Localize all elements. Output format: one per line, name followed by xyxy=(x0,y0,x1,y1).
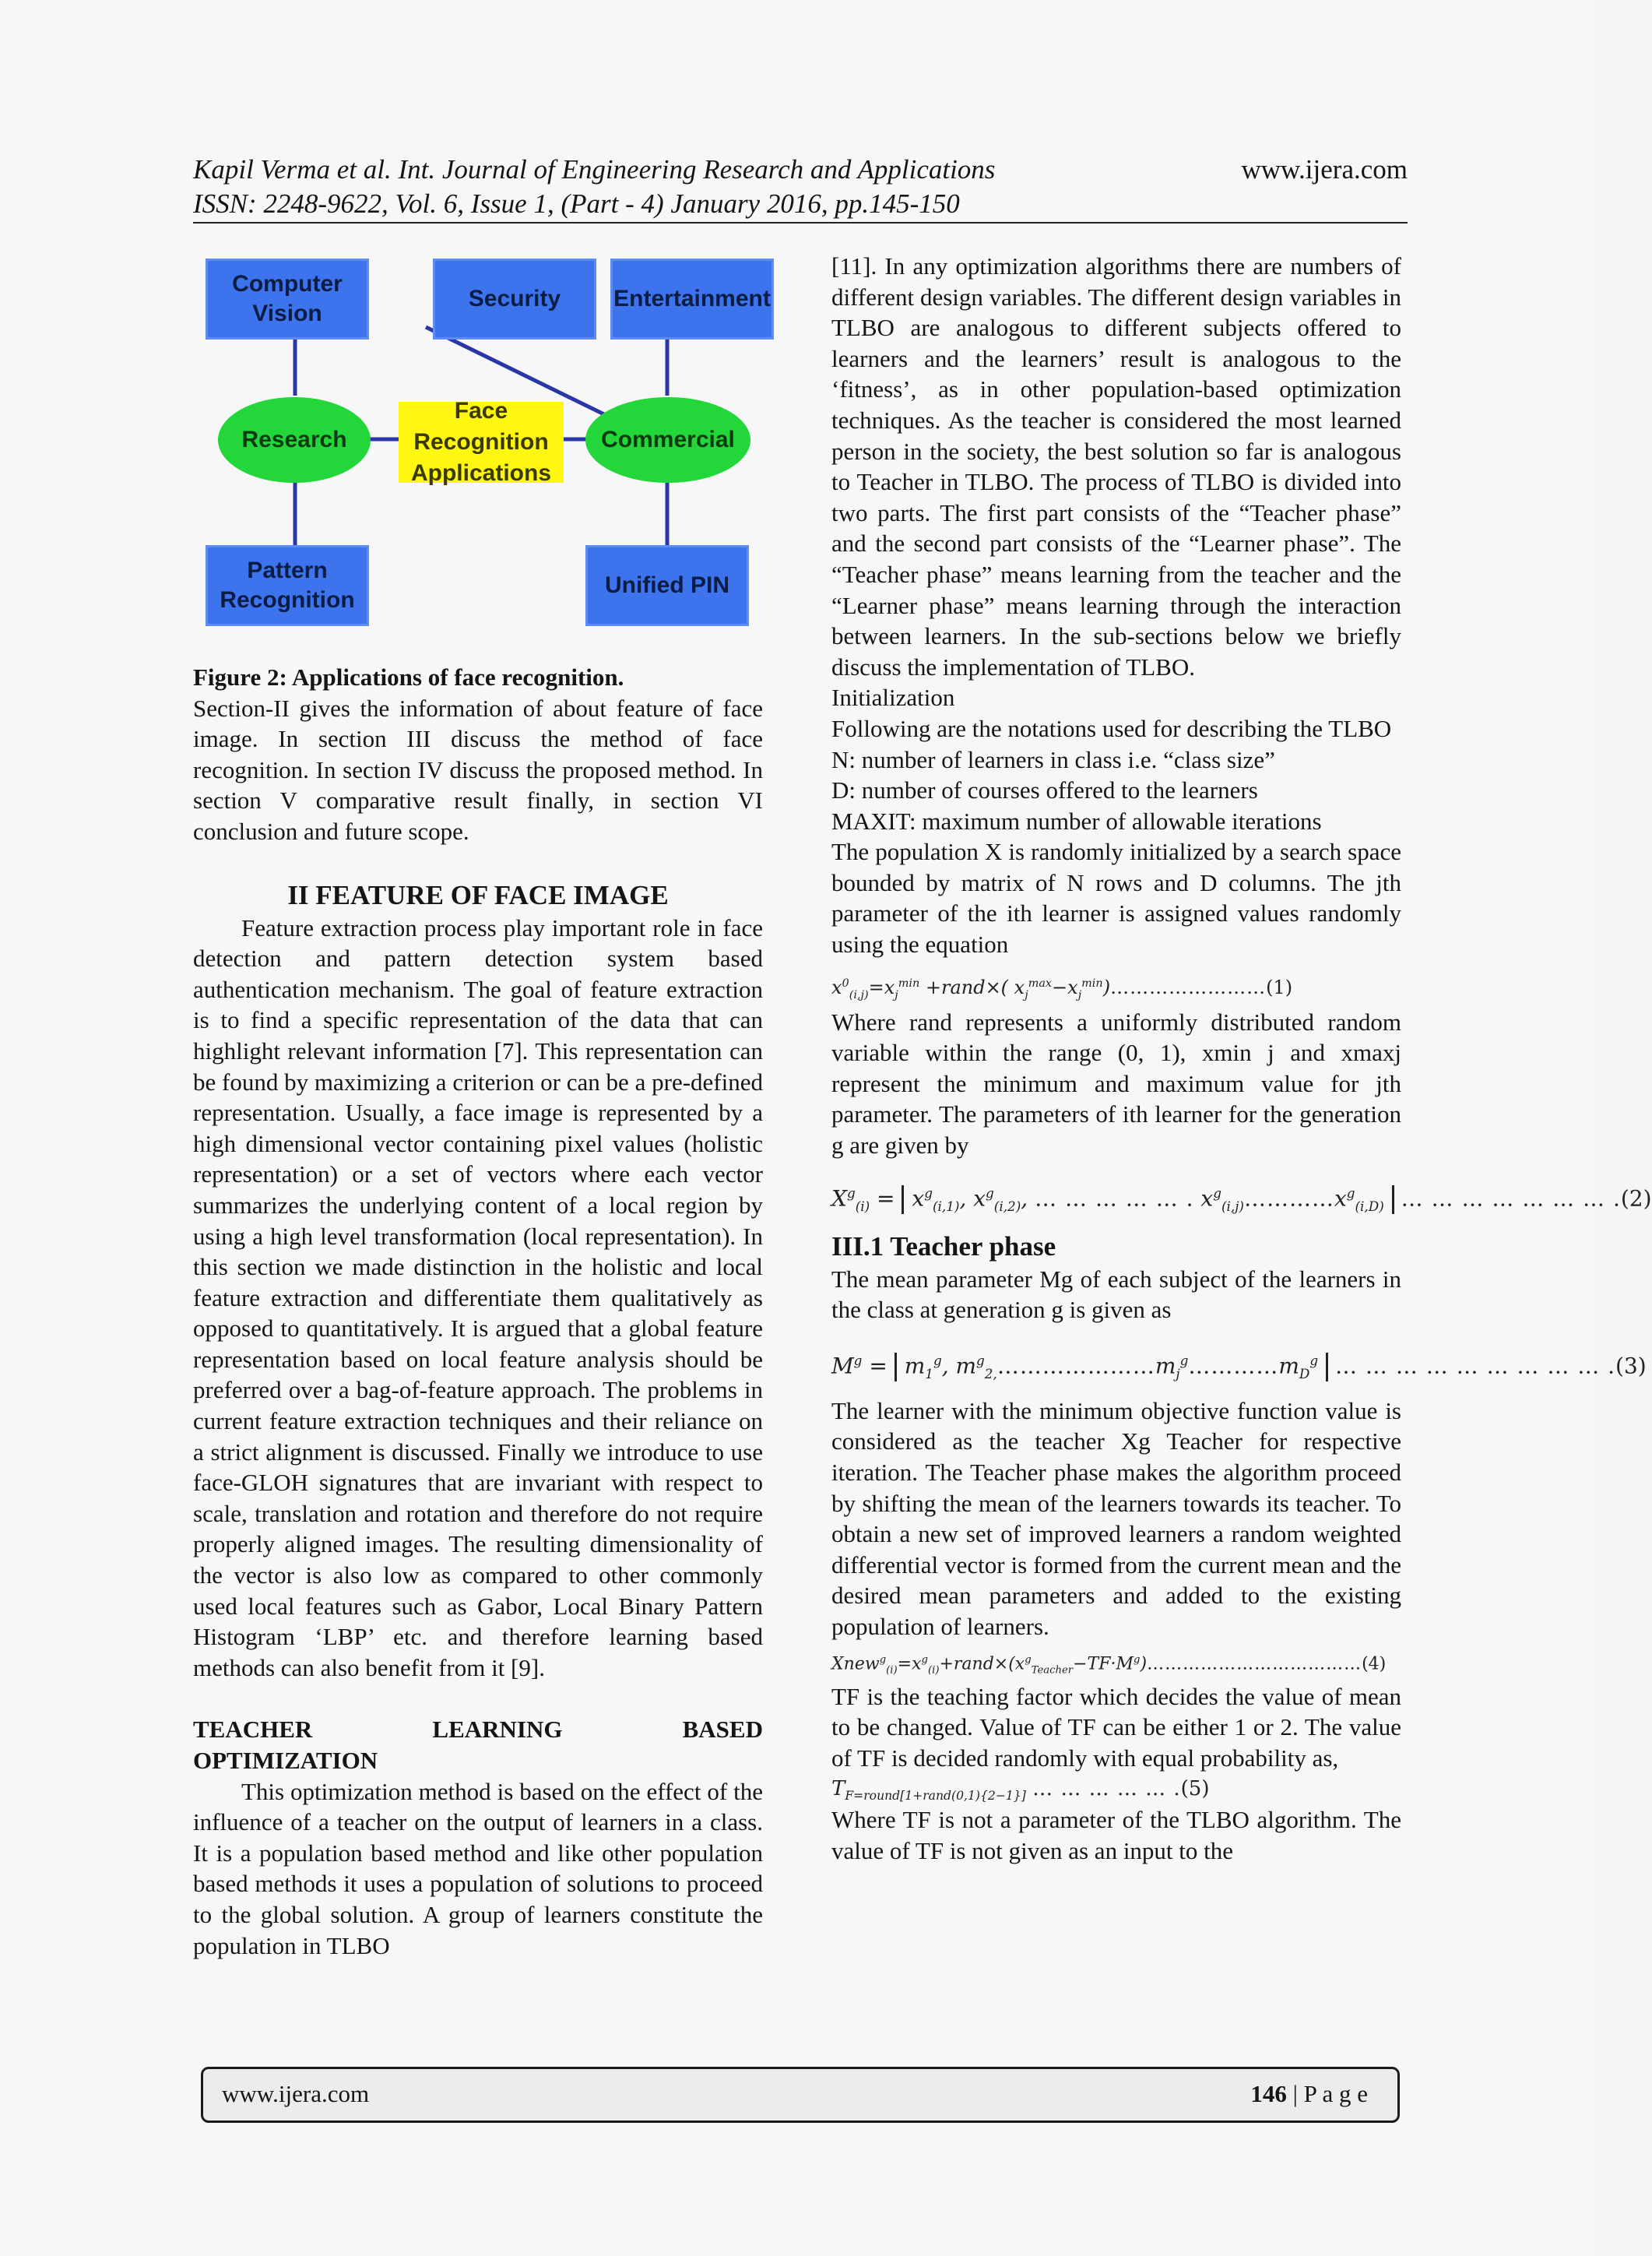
teacher-phase-heading: III.1 Teacher phase xyxy=(831,1230,1056,1262)
equation-3: $M^g = m_1^g$, $m^g_{2,}\dots\dots\dots\dots\dots\dots\dots m_j^g\dots\dots\dots\dots m_D^g$ … … … … … … … … … .(3) xyxy=(831,1352,1647,1382)
issn-line: ISSN: 2248-9622, Vol. 6, Issue 1, (Part - 4) January 2016, pp.145-150 xyxy=(193,188,960,219)
node-research: Research xyxy=(218,397,371,483)
population-paragraph: The population X is randomly initialized by a search space bounded by matrix of N rows and D columns. The jth parameter of the ith learner is assigned values randomly using the equation xyxy=(831,838,1401,959)
mean-parameter-paragraph: The mean parameter Mg of each subject of the learners in the class at generation g is given as xyxy=(831,1265,1401,1324)
page-footer xyxy=(201,2067,1400,2123)
tlbo-heading-line2: OPTIMIZATION xyxy=(193,1747,378,1774)
applications-diagram xyxy=(204,257,771,631)
equation-1: $x^0_{(i,j)}=x_j^{min}$ +rand×( $x_j^{max}-x_j^{min})\dots\dots\dots\dots\dots\dots\dots\dots(1)$ xyxy=(831,976,1293,1001)
intro-paragraph: Section-II gives the information of about feature of face image. In section III discuss the method of face recognition. In section IV discuss the proposed method. In section V comparative result finally, in section VI conclusion and future scope. xyxy=(193,694,763,845)
equation-2-number: (2) xyxy=(1620,1184,1652,1211)
page-label: | P a g e xyxy=(1286,2080,1368,2107)
equation-5-number: (5) xyxy=(1180,1777,1210,1801)
notations-intro: Following are the notations used for describing the TLBO xyxy=(831,714,1392,742)
header-rule xyxy=(193,222,1408,223)
node-computer-vision: Computer Vision xyxy=(206,259,369,340)
left-column xyxy=(193,662,763,1961)
section2-heading: II FEATURE OF FACE IMAGE xyxy=(287,879,669,910)
equation-2: $X^g_{(i)} = x^g_{(i,1)}$, $x^g_{(i,2)}$, … … … … … . $x^g_{(i,j)}\dots\dots\dots\dots x^g_{(i,D)}$ … … … … … … … .(2) xyxy=(831,1184,1652,1214)
teaching-factor-paragraph: TF is the teaching factor which decides the value of mean to be changed. Value of TF can be either 1 or 2. The value of TF is decided randomly with equal probability as, xyxy=(831,1682,1401,1772)
footer-website: www.ijera.com xyxy=(222,2080,370,2107)
spacer xyxy=(193,847,763,878)
node-unified-pin: Unified PIN xyxy=(585,545,749,626)
page-number-block xyxy=(1250,2080,1368,2108)
tlbo-body: This optimization method is based on the effect of the influence of a teacher on the output of learners in a class. It is a population based method and like other population based methods it uses a population of solutions to proceed to the global solution. A group of learners constitute the population in TLBO xyxy=(193,1777,763,1959)
node-security: Security xyxy=(433,259,596,340)
learner-minimum-paragraph: The learner with the minimum objective function value is considered as the teacher Xg Teacher for respective iteration. The Teacher phase makes the algorithm proceed by shifting the mean of the learners towards its teacher. To obtain a new set of improved learners a random weighted differential vector is formed from the current mean and the desired mean parameters and added to the existing population of learners. xyxy=(831,1396,1401,1640)
notation-d: D: number of courses offered to the learners xyxy=(831,776,1258,804)
equation-4-number: (4) xyxy=(1362,1653,1387,1674)
running-header xyxy=(193,153,1408,187)
tlbo-heading-line1: TEACHER LEARNING BASED xyxy=(193,1716,763,1744)
equation-3-number: (3) xyxy=(1615,1353,1647,1379)
header-website: www.ijera.com xyxy=(1241,154,1408,185)
equation-5: $T_{F=round[1+rand(0,1)\{2-1\}]}$ … … … … … .(5) xyxy=(831,1777,1210,1804)
where-tf-paragraph: Where TF is not a parameter of the TLBO algorithm. The value of TF is not given as an input to the xyxy=(831,1806,1401,1864)
where-rand-paragraph: Where rand represents a uniformly distributed random variable within the range (0, 1), xmin j and xmaxj represent the minimum and maximum value for jth parameter. The parameters of ith learner for the generation g are given by xyxy=(831,1008,1401,1160)
equation-1-number: (1) xyxy=(1266,976,1293,998)
initialization-heading: Initialization xyxy=(831,684,955,712)
page-number: 146 xyxy=(1250,2080,1287,2107)
notation-maxit: MAXIT: maximum number of allowable iterations xyxy=(831,807,1322,835)
journal-citation: Kapil Verma et al. Int. Journal of Engineering Research and Applications xyxy=(193,154,996,185)
notation-n: N: number of learners in class i.e. “class size” xyxy=(831,745,1275,773)
right-column xyxy=(831,251,1652,1867)
figure-caption: Figure 2: Applications of face recognition. xyxy=(193,663,624,691)
equation-4: $Xnew^g_{(i)}=x^g_{(i)}+rand\times(x^g_{Teacher}-TF\cdot M^g)\dots\dots\dots\dots\dots\dots\dots\dots\dots\dots\dots\dots(4)$ xyxy=(831,1653,1387,1677)
node-face-recognition-applications: Face Recognition Applications xyxy=(399,402,564,483)
node-pattern-recognition: Pattern Recognition xyxy=(206,545,369,626)
node-entertainment: Entertainment xyxy=(610,259,774,340)
node-commercial: Commercial xyxy=(585,397,750,483)
tlbo-paragraph: [11]. In any optimization algorithms there are numbers of different design variables. The different design variables in TLBO are analogous to different subjects offered to learners and the learners’ result is analogous to the ‘fitness’, as in other population-based optimization techniques. As the teacher is considered the most learned person in the society, the best solution so far is analogous to Teacher in TLBO. The process of TLBO is divided into two parts. The first part consists of the “Teacher phase” and the second part consists of the “Learner phase”. The “Teacher phase” means learning from the teacher and the “Learner phase” means learning through the interaction between learners. In the sub-sections below we briefly discuss the implementation of TLBO. xyxy=(831,252,1401,681)
spacer xyxy=(193,1683,763,1714)
section2-body: Feature extraction process play important role in face detection and pattern detection system based authentication mechanism. The goal of feature extraction is to find a specific representation of the data that can highlight relevant information [7]. This representation can be found by maximizing a criterion or can be a pre-defined representation. Usually, a face image is represented by a high dimensional vector containing pixel values (holistic representation) or a set of vectors where each vector summarizes the underlying content of a local region by using a high level transformation (local representation). In this section we made distinction in the holistic and local feature extraction and differentiate them qualitatively as opposed to quantitatively. It is argued that a global feature representation based on local feature analysis should be preferred over a bag-of-feature approach. The problems in current feature extraction techniques and their reliance on a strict alignment is discussed. Finally we introduce to use face-GLOH signatures that are invariant with respect to scale, translation and rotation and therefore do not require properly aligned images. The resulting dimensionality of the vector is also low as compared to other commonly used local features such as Gabor, Local Binary Pattern Histogram ‘LBP’ etc. and therefore learning based methods can also benefit from it [9]. xyxy=(193,913,763,1681)
